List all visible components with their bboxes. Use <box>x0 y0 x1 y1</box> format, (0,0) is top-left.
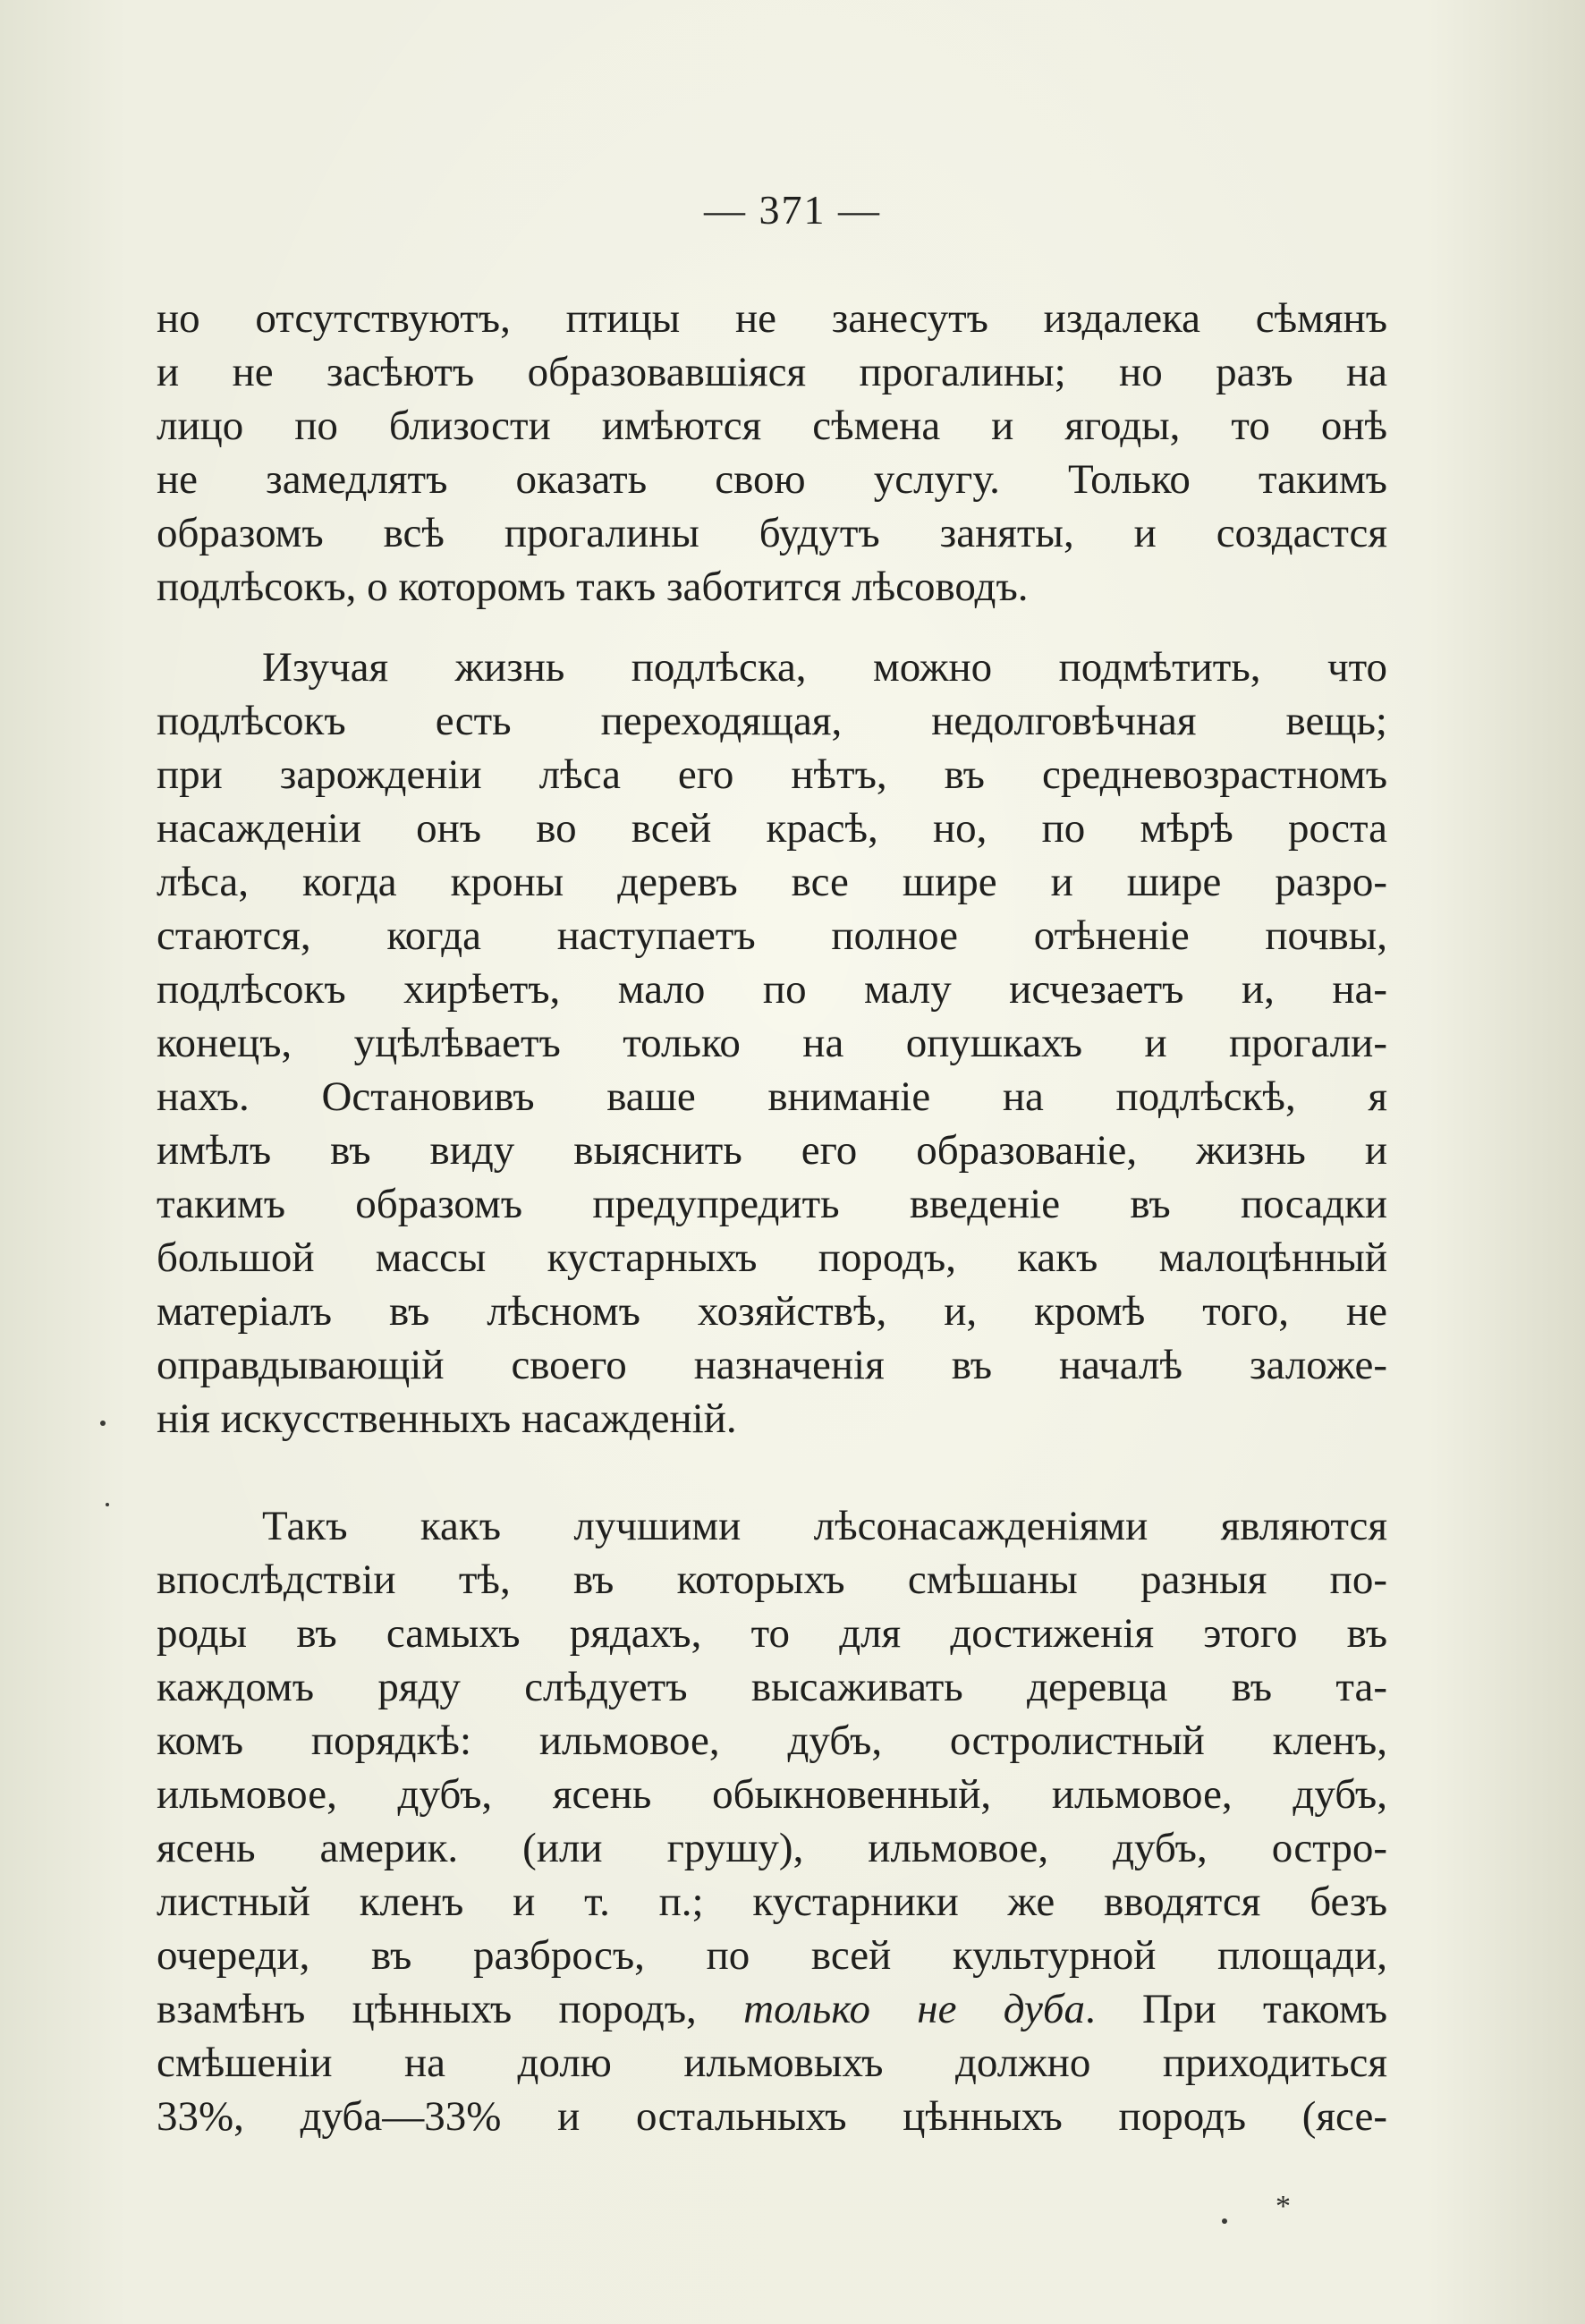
text-line: 33%, дуба—33% и остальныхъ цѣнныхъ породъ (ясе- <box>157 2093 1387 2140</box>
text-line: каждомъ ряду слѣдуетъ высаживать деревца въ та- <box>157 1664 1387 1710</box>
italic-emphasis: только не дуба <box>743 1986 1085 2032</box>
text-line: подлѣсокъ хирѣетъ, мало по малу исчезаетъ и, на- <box>157 966 1387 1013</box>
text-line: подлѣсокъ, о которомъ такъ заботится лѣсоводъ. <box>157 564 1029 610</box>
text-line: нiя искусственныхъ насажденiй. <box>157 1395 737 1442</box>
text-line: смѣшенiи на долю ильмовыхъ должно приходиться <box>157 2040 1387 2086</box>
ink-speck <box>100 1421 106 1426</box>
text-line: Изучая жизнь подлѣска, можно подмѣтить, что <box>262 644 1387 691</box>
text-line: при зарожденiи лѣса его нѣтъ, въ средневозрастномъ <box>157 751 1387 798</box>
paragraph-1 <box>157 292 1387 614</box>
text-line: впослѣдствiи тѣ, въ которыхъ смѣшаны разныя по- <box>157 1556 1387 1603</box>
text-line: такимъ образомъ предупредить введенiе въ посадки <box>157 1181 1387 1227</box>
text-line: но отсутствуютъ, птицы не занесутъ издалека сѣмянъ <box>157 295 1387 342</box>
text-line: образомъ всѣ прогалины будутъ заняты, и создастся <box>157 510 1387 556</box>
line-start: взамѣнъ цѣнныхъ породъ, <box>157 1986 697 2032</box>
text-line: лицо по близости имѣются сѣмена и ягоды, то онѣ <box>157 403 1387 449</box>
text-line-with-italic <box>157 1982 1387 2036</box>
text-line: большой массы кустарныхъ породъ, какъ малоцѣнный <box>157 1234 1387 1281</box>
text-line: Такъ какъ лучшими лѣсонасажденiями являются <box>262 1503 1387 1549</box>
ink-speck <box>1222 2218 1227 2224</box>
text-line: и не засѣютъ образовавшiяся прогалины; но разъ на <box>157 349 1387 395</box>
text-line: роды въ самыхъ рядахъ, то для достиженiя этого въ <box>157 1610 1387 1657</box>
text-line: матерiалъ въ лѣсномъ хозяйствѣ, и, кромѣ того, не <box>157 1288 1387 1335</box>
text-line: ясень америк. (или грушу), ильмовое, дубъ, остро- <box>157 1825 1387 1871</box>
paragraph-2 <box>157 640 1387 1446</box>
text-line: не замедлятъ оказать свою услугу. Только такимъ <box>157 456 1387 503</box>
text-line: имѣлъ въ виду выяснить его образованiе, жизнь и <box>157 1127 1387 1174</box>
text-line: листный кленъ и т. п.; кустарники же вводятся безъ <box>157 1879 1387 1925</box>
paragraph-3 <box>157 1499 1387 2143</box>
line-end: . При такомъ <box>1084 1986 1387 2032</box>
text-line: стаются, когда наступаетъ полное отѣненiе почвы, <box>157 912 1387 959</box>
page-number: — 371 — <box>704 187 881 233</box>
text-line: насажденiи онъ во всей красѣ, но, по мѣрѣ роста <box>157 805 1387 852</box>
text-line: конецъ, уцѣлѣваетъ только на опушкахъ и прогали- <box>157 1020 1387 1066</box>
footnote-star: * <box>1276 2190 1291 2223</box>
text-line: оправдывающiй своего назначенiя въ началѣ заложе- <box>157 1342 1387 1388</box>
text-line: подлѣсокъ есть переходящая, недолговѣчная вещь; <box>157 698 1387 744</box>
ink-speck <box>106 1503 109 1506</box>
text-line: нахъ. Остановивъ ваше вниманiе на подлѣскѣ, я <box>157 1073 1387 1120</box>
text-line: комъ порядкѣ: ильмовое, дубъ, остролистный кленъ, <box>157 1718 1387 1764</box>
text-line: очереди, въ разбросъ, по всей культурной площади, <box>157 1932 1387 1979</box>
text-line: лѣса, когда кроны деревъ все шире и шире разро- <box>157 859 1387 905</box>
text-line: ильмовое, дубъ, ясень обыкновенный, ильмовое, дубъ, <box>157 1771 1387 1818</box>
